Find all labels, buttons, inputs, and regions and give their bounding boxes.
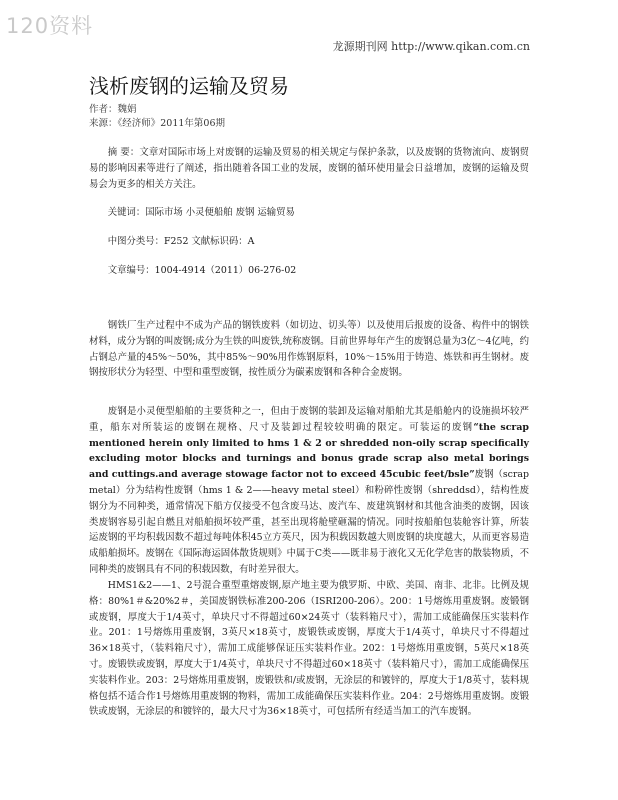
keywords-line: 关键词：国际市场 小灵便船舶 废钢 运输贸易 — [107, 207, 295, 218]
english-clause: “the scrap mentioned herein only limited to hms 1 & 2 or shredded non-oily scrap specifically excluding motor blocks and turnings and bonus grade scrap also metal borings and cuttings.and average stowage factor not to exceed 45cubic feet/bsle” — [89, 421, 529, 481]
paragraph-2-body: 废钢（scrap metal）分为结构性废钢（hms 1 & 2——heavy metal steel）和粉碎性废钢（shreddsd），结构性废钢分为不同种类，通常情况下船方仅接受不包含废马达、废汽车、废建筑钢材和其他含油类的废钢，因该类废钢容易引起自燃且对船舶损坏较严重，甚至出现将舱壁砸漏的情况。同时按船舶包装舱容计算，所装运废钢的平均积载因数不超过每吨体积45立方英尺，因为积载因数越大则废钢的块度越大，从而更容易造成船舶损坏。废钢在《国际海运固体散货规则》中属于C类——既非易于液化又无化学危害的散装物质，不同种类的废钢具有不同的积载因数，有时差异很大。 — [89, 469, 530, 575]
watermark-logo: 120资料 — [6, 14, 94, 38]
paragraph-2-intro: 废钢是小灵便型船舶的主要货种之一，但由于废钢的装卸及运输对船舶尤其是船舱内的设施损坏较严重，船东对所装运的废钢在规格、尺寸及装卸过程较较明确的限定。可装运的废钢 — [89, 406, 529, 433]
site-header-link[interactable]: 龙源期刊网 http://www.qikan.com.cn — [332, 40, 530, 53]
article-title: 浅析废钢的运输及贸易 — [89, 74, 289, 98]
abstract-paragraph: 摘 要：文章对国际市场上对废钢的运输及贸易的相关规定与保护条款，以及废钢的货物流向、废钢贸易的影响因素等进行了阐述，指出随着各国工业的发展，废钢的循环使用量会日益增加，废钢的运输及贸易会为更多的相关方关注。 — [89, 147, 529, 190]
classification-line: 中图分类号：F252 文献标识码：A — [107, 236, 255, 247]
body-paragraph-3: HMS1&2——1、2号混合重型重熔废钢,原产地主要为俄罗斯、中欧、美国、南非、北非。比例及规格：80%1＃&20%2＃，美国废钢铁标准200-206（ISRI200-206）。200：1号熔炼用重废钢。废锻钢或废钢，厚度大于1/4英寸，单块尺寸不得超过60×24英寸（装料箱尺寸），需加工成能确保压实装料作业。201：1号熔炼用重废钢，3英尺×18英寸，废锻铁或废钢，厚度大于1/4英寸，单块尺寸不得超过36×18英寸，（装料箱尺寸），需加工成能够保证压实装料作业。202：1号熔炼用重废钢，5英尺×18英寸。废锻铁或废钢，厚度大于1/4英寸，单块尺寸不得超过60×18英寸（装料箱尺寸），需加工成能确保压实装料作业。203：2号熔炼用重废钢，废锻铁和/或废钢，无涂层的和镀锌的，厚度大于1/8英寸，装料规格包括不适合作1号熔炼用重废钢的物料，需加工成能确保压实装料作业。204：2号熔炼用重废钢。废锻铁或废钢，无涂层的和镀锌的，最大尺寸为36×18英寸，可包括所有经适当加工的汽车废钢。 — [89, 580, 529, 718]
article-source: 来源：《经济师》2011年第06期 — [89, 118, 226, 129]
body-paragraph-1: 钢铁厂生产过程中不成为产品的钢铁废料（如切边、切头等）以及使用后报废的设备、构件中的钢铁材料，成分为钢的叫废钢;成分为生铁的叫废铁,统称废钢。目前世界每年产生的废钢总量为3亿～4亿吨，约占钢总产量的45%～50%，其中85%～90%用作炼钢原料，10%～15%用于铸造、炼铁和再生钢材。废钢按形状分为轻型、中型和重型废钢，按性质分为碳素废钢和各种合金废钢。 — [89, 320, 529, 379]
article-author: 作者：魏娟 — [89, 104, 137, 115]
body-paragraph-2 — [89, 404, 529, 578]
article-number-line: 文章编号：1004-4914（2011）06-276-02 — [107, 265, 297, 276]
